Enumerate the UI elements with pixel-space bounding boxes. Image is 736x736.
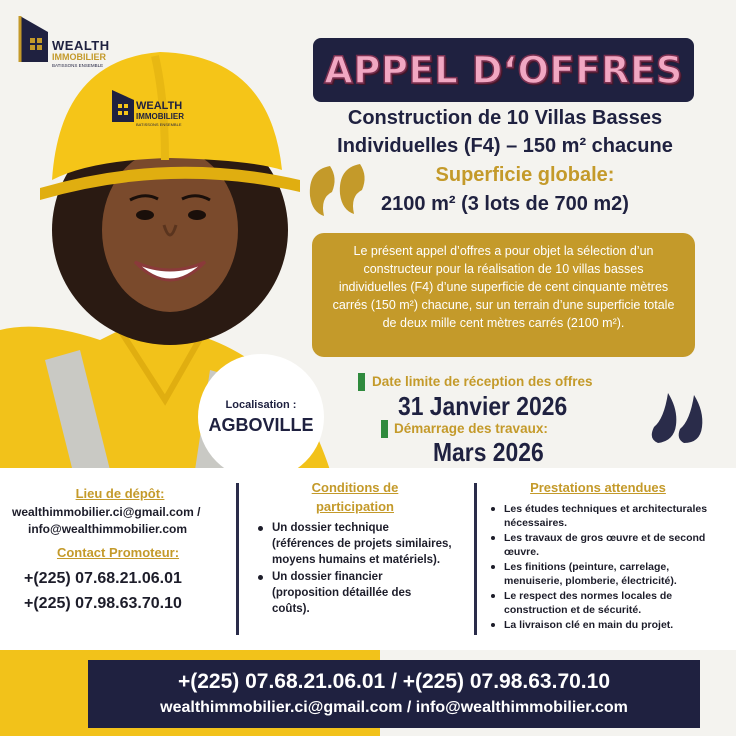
green-marker <box>381 420 388 438</box>
helmet-logo <box>112 86 212 136</box>
column-divider <box>236 483 239 635</box>
conditions-list <box>252 520 452 618</box>
column-divider <box>474 483 477 635</box>
list-item: Un dossier financier (proposition détaillée des coûts). <box>252 569 452 617</box>
helmet-logo-tagline: BATISSONS ENSEMBLE <box>136 122 182 127</box>
brand-tagline: BATISSONS ENSEMBLE <box>52 63 104 68</box>
brand-sub: IMMOBILIER <box>52 52 106 62</box>
subtitle-line-2: Individuelles (F4) – 150 m² chacune <box>337 135 673 157</box>
footer-emails: wealthimmobilier.ci@gmail.com / info@wealthimmobilier.com <box>160 699 628 716</box>
deposit-email-1: wealthimmobilier.ci@gmail.com / <box>12 505 201 519</box>
description-box: Le présent appel d’offres a pour objet la sélection d’un constructeur pour la réalisation de 10 villas basses individuelles (F4) d’une superficie de cent cinquante mètres carrés (150 m²) chacune, sur un terrain d’une superficie totale de deux mille cent mètres carrés (2100 m²). <box>312 233 695 357</box>
brand-name: WEALTH <box>52 38 110 53</box>
closing-quote-icon <box>650 393 706 445</box>
building-icon <box>112 86 134 122</box>
offers-deadline-label: Date limite de réception des offres <box>372 374 593 389</box>
list-item: Les travaux de gros œuvre et de second œuvre. <box>486 531 722 559</box>
location-value: AGBOVILLE <box>208 414 314 435</box>
offers-deadline-value: 31 Janvier 2026 <box>398 391 568 421</box>
location-badge <box>198 354 324 480</box>
services-list <box>486 502 722 633</box>
project-subtitle <box>300 104 710 160</box>
conditions-title-2: participation <box>315 499 394 514</box>
deposit-email-2: info@wealthimmobilier.com <box>28 522 188 536</box>
conditions-title-1: Conditions de <box>311 480 399 495</box>
green-marker <box>358 373 365 391</box>
footer-phones: +(225) 07.68.21.06.01 / +(225) 07.98.63.70.10 <box>177 670 610 693</box>
helmet-logo-sub: IMMOBILIER <box>136 112 184 121</box>
area-value: 2100 m² (3 lots de 700 m2) <box>381 193 629 215</box>
list-item: Un dossier technique (références de projets similaires, moyens humains et matériels). <box>252 520 452 568</box>
works-start-label: Démarrage des travaux: <box>394 421 548 436</box>
helmet-logo-name: WEALTH <box>136 100 183 112</box>
page-title: APPEL D‘OFFRES <box>324 48 683 92</box>
title-banner <box>313 38 694 102</box>
contact-title: Contact Promoteur: <box>56 545 180 560</box>
location-label: Localisation : <box>225 398 297 411</box>
list-item: Le respect des normes locales de construction et de sécurité. <box>486 589 722 617</box>
contact-phone-1: +(225) 07.68.21.06.01 <box>24 570 182 587</box>
brand-logo <box>18 14 128 68</box>
list-item: Les finitions (peinture, carrelage, menuiserie, plomberie, électricité). <box>486 560 722 588</box>
contact-phone-2: +(225) 07.98.63.70.10 <box>24 595 182 612</box>
contact-footer <box>88 660 700 728</box>
works-start-value: Mars 2026 <box>433 437 544 467</box>
deposit-title: Lieu de dépôt: <box>75 486 165 501</box>
subtitle-line-1: Construction de 10 Villas Basses <box>347 107 663 129</box>
building-logo-icon <box>18 14 50 62</box>
area-label: Superficie globale: <box>435 164 615 186</box>
list-item: Les études techniques et architecturales nécessaires. <box>486 502 722 530</box>
services-title: Prestations attendues <box>530 480 666 495</box>
list-item: La livraison clé en main du projet. <box>486 618 722 632</box>
